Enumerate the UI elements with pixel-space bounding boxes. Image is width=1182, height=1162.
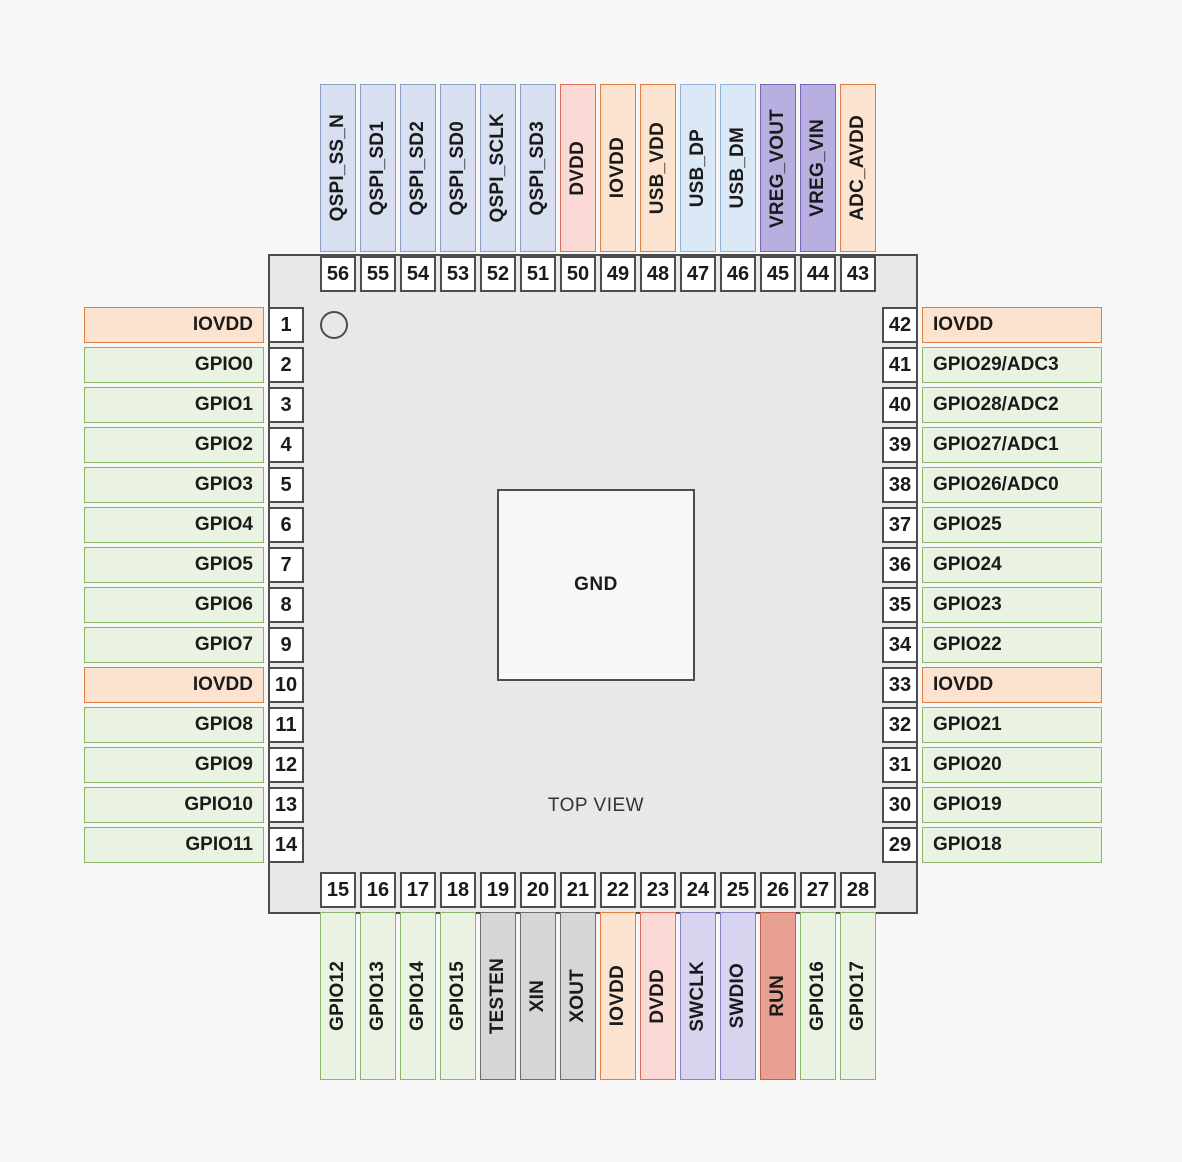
pin-label-41: GPIO29/ADC3 xyxy=(922,347,1102,383)
pin-number-16: 16 xyxy=(360,872,396,908)
pin-number-6: 6 xyxy=(268,507,304,543)
pin-label-15 xyxy=(320,912,356,1080)
pin-number-41: 41 xyxy=(882,347,918,383)
pin-number-4: 4 xyxy=(268,427,304,463)
pin-number-38: 38 xyxy=(882,467,918,503)
pin-label-39: GPIO27/ADC1 xyxy=(922,427,1102,463)
pin-label-28 xyxy=(840,912,876,1080)
pin-number-54: 54 xyxy=(400,256,436,292)
pin-label-text: GPIO15 xyxy=(447,961,468,1031)
pin-label-text: QSPI_SD1 xyxy=(367,120,388,216)
pin-label-24 xyxy=(680,912,716,1080)
pin-number-17: 17 xyxy=(400,872,436,908)
pin-number-42: 42 xyxy=(882,307,918,343)
pin-label-text: GPIO13 xyxy=(367,961,388,1031)
pin-number-28: 28 xyxy=(840,872,876,908)
pin-1-marker-icon xyxy=(320,311,348,339)
pin-label-44 xyxy=(800,84,836,252)
pin-label-37: GPIO25 xyxy=(922,507,1102,543)
pin-number-10: 10 xyxy=(268,667,304,703)
pin-label-48 xyxy=(640,84,676,252)
pin-label-text: QSPI_SCLK xyxy=(487,113,508,223)
pin-label-text: USB_VDD xyxy=(647,121,668,215)
pin-label-text: IOVDD xyxy=(607,137,628,199)
pin-label-42: IOVDD xyxy=(922,307,1102,343)
pin-label-33: IOVDD xyxy=(922,667,1102,703)
pin-number-22: 22 xyxy=(600,872,636,908)
pin-number-14: 14 xyxy=(268,827,304,863)
pin-label-text: VREG_VOUT xyxy=(767,108,788,228)
pin-number-47: 47 xyxy=(680,256,716,292)
pin-label-40: GPIO28/ADC2 xyxy=(922,387,1102,423)
pin-label-text: SWDIO xyxy=(727,963,748,1029)
pin-label-30: GPIO19 xyxy=(922,787,1102,823)
pin-label-6: GPIO4 xyxy=(84,507,264,543)
pin-label-9: GPIO7 xyxy=(84,627,264,663)
pin-label-text: QSPI_SD0 xyxy=(447,120,468,216)
pin-label-13: GPIO10 xyxy=(84,787,264,823)
pin-number-33: 33 xyxy=(882,667,918,703)
pin-label-4: GPIO2 xyxy=(84,427,264,463)
pin-number-21: 21 xyxy=(560,872,596,908)
pin-number-27: 27 xyxy=(800,872,836,908)
pin-number-44: 44 xyxy=(800,256,836,292)
pin-label-29: GPIO18 xyxy=(922,827,1102,863)
pin-label-5: GPIO3 xyxy=(84,467,264,503)
pin-label-3: GPIO1 xyxy=(84,387,264,423)
ground-pad: GND xyxy=(497,489,695,681)
pin-label-27 xyxy=(800,912,836,1080)
pin-label-38: GPIO26/ADC0 xyxy=(922,467,1102,503)
pin-number-43: 43 xyxy=(840,256,876,292)
pin-label-32: GPIO21 xyxy=(922,707,1102,743)
pin-number-34: 34 xyxy=(882,627,918,663)
pin-label-text: USB_DP xyxy=(687,128,708,208)
pin-number-29: 29 xyxy=(882,827,918,863)
pin-label-49 xyxy=(600,84,636,252)
pin-number-24: 24 xyxy=(680,872,716,908)
pin-label-text: QSPI_SD3 xyxy=(527,120,548,216)
pin-number-12: 12 xyxy=(268,747,304,783)
pin-number-52: 52 xyxy=(480,256,516,292)
pin-number-55: 55 xyxy=(360,256,396,292)
pin-label-45 xyxy=(760,84,796,252)
pin-number-19: 19 xyxy=(480,872,516,908)
pin-label-text: QSPI_SS_N xyxy=(327,114,348,222)
pin-label-54 xyxy=(400,84,436,252)
pin-number-46: 46 xyxy=(720,256,756,292)
pin-label-43 xyxy=(840,84,876,252)
pin-label-53 xyxy=(440,84,476,252)
pin-number-53: 53 xyxy=(440,256,476,292)
pin-number-39: 39 xyxy=(882,427,918,463)
pin-label-34: GPIO22 xyxy=(922,627,1102,663)
pin-label-12: GPIO9 xyxy=(84,747,264,783)
pin-label-text: XOUT xyxy=(567,969,588,1023)
pin-number-18: 18 xyxy=(440,872,476,908)
pin-number-56: 56 xyxy=(320,256,356,292)
pin-number-23: 23 xyxy=(640,872,676,908)
pin-number-30: 30 xyxy=(882,787,918,823)
pin-number-7: 7 xyxy=(268,547,304,583)
pin-label-18 xyxy=(440,912,476,1080)
pin-number-32: 32 xyxy=(882,707,918,743)
pin-number-25: 25 xyxy=(720,872,756,908)
pin-label-text: GPIO16 xyxy=(807,961,828,1031)
pin-label-19 xyxy=(480,912,516,1080)
pin-label-text: SWCLK xyxy=(687,960,708,1032)
pin-number-1: 1 xyxy=(268,307,304,343)
pin-label-text: ADC_AVDD xyxy=(847,115,868,221)
pin-label-text: XIN xyxy=(527,979,548,1013)
pin-number-8: 8 xyxy=(268,587,304,623)
pin-label-17 xyxy=(400,912,436,1080)
pin-number-20: 20 xyxy=(520,872,556,908)
pin-label-text: QSPI_SD2 xyxy=(407,120,428,216)
pin-label-35: GPIO23 xyxy=(922,587,1102,623)
pin-label-20 xyxy=(520,912,556,1080)
pin-label-text: TESTEN xyxy=(487,957,508,1035)
pin-label-text: GPIO12 xyxy=(327,961,348,1031)
pin-label-text: GPIO14 xyxy=(407,961,428,1031)
pin-number-36: 36 xyxy=(882,547,918,583)
pin-label-16 xyxy=(360,912,396,1080)
pin-label-56 xyxy=(320,84,356,252)
pin-label-26 xyxy=(760,912,796,1080)
pin-number-40: 40 xyxy=(882,387,918,423)
pin-label-8: GPIO6 xyxy=(84,587,264,623)
pin-number-9: 9 xyxy=(268,627,304,663)
pin-number-51: 51 xyxy=(520,256,556,292)
pin-label-25 xyxy=(720,912,756,1080)
pin-number-2: 2 xyxy=(268,347,304,383)
pin-label-text: VREG_VIN xyxy=(807,119,828,217)
pin-number-31: 31 xyxy=(882,747,918,783)
pin-number-11: 11 xyxy=(268,707,304,743)
pin-number-15: 15 xyxy=(320,872,356,908)
pin-label-1: IOVDD xyxy=(84,307,264,343)
pin-label-23 xyxy=(640,912,676,1080)
pin-label-31: GPIO20 xyxy=(922,747,1102,783)
pin-label-55 xyxy=(360,84,396,252)
pin-number-45: 45 xyxy=(760,256,796,292)
pin-label-36: GPIO24 xyxy=(922,547,1102,583)
pin-label-14: GPIO11 xyxy=(84,827,264,863)
pin-number-50: 50 xyxy=(560,256,596,292)
pin-label-text: DVDD xyxy=(567,140,588,196)
pin-label-21 xyxy=(560,912,596,1080)
pin-label-22 xyxy=(600,912,636,1080)
pin-label-text: DVDD xyxy=(647,968,668,1024)
pin-label-text: USB_DM xyxy=(727,127,748,209)
pin-label-text: RUN xyxy=(767,975,788,1017)
pin-label-47 xyxy=(680,84,716,252)
pin-label-text: IOVDD xyxy=(607,965,628,1027)
pin-label-50 xyxy=(560,84,596,252)
pin-number-26: 26 xyxy=(760,872,796,908)
pin-label-7: GPIO5 xyxy=(84,547,264,583)
pin-number-48: 48 xyxy=(640,256,676,292)
pin-label-46 xyxy=(720,84,756,252)
pin-number-35: 35 xyxy=(882,587,918,623)
top-view-label: TOP VIEW xyxy=(547,795,645,816)
pin-label-51 xyxy=(520,84,556,252)
pin-number-37: 37 xyxy=(882,507,918,543)
pin-label-11: GPIO8 xyxy=(84,707,264,743)
pin-label-52 xyxy=(480,84,516,252)
pin-number-13: 13 xyxy=(268,787,304,823)
pin-label-2: GPIO0 xyxy=(84,347,264,383)
pin-number-5: 5 xyxy=(268,467,304,503)
pin-label-10: IOVDD xyxy=(84,667,264,703)
pin-number-3: 3 xyxy=(268,387,304,423)
pin-number-49: 49 xyxy=(600,256,636,292)
pin-label-text: GPIO17 xyxy=(847,961,868,1031)
